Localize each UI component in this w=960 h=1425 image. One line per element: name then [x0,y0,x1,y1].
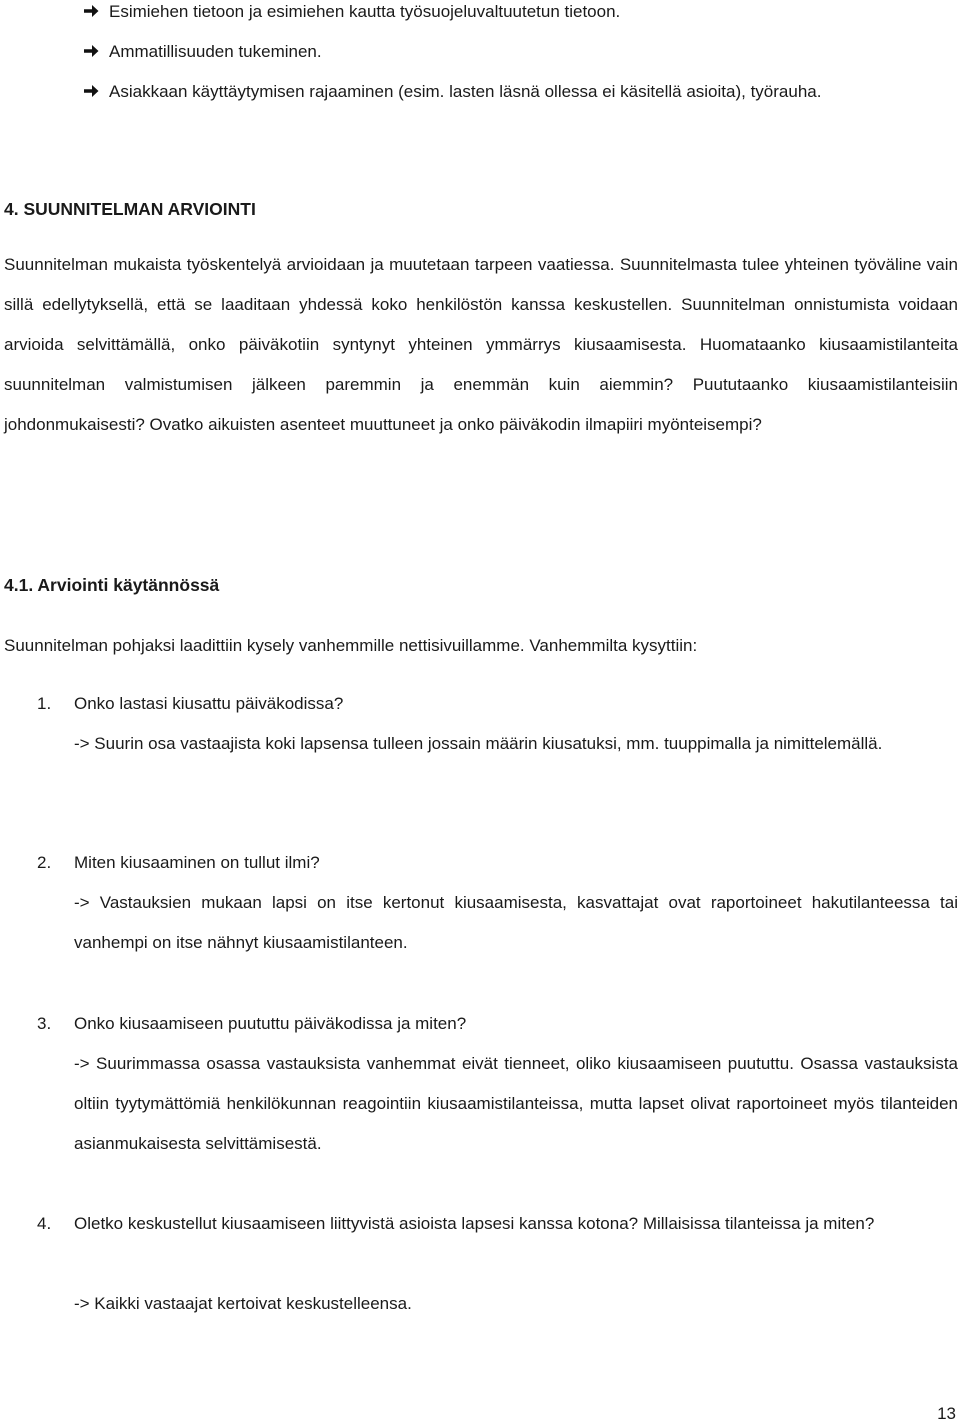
bullet-item [82,80,952,120]
bullet-text: Ammatillisuuden tukeminen. [109,42,322,61]
arrow-right-icon [82,42,100,60]
answer-text: -> Suurin osa vastaajista koki lapsensa tulleen jossain määrin kiusatuksi, mm. tuuppimalla ja nimittelemällä. [74,734,883,753]
page-number: 13 [937,1404,956,1423]
section-heading-4: 4. SUUNNITELMAN ARVIOINTI [4,199,256,219]
question-number: 2. [37,853,52,872]
section-heading-4-1: 4.1. Arviointi käytännössä [4,575,220,595]
answer-text: -> Kaikki vastaajat kertoivat keskustelleensa. [74,1294,412,1313]
question-number: 1. [37,694,52,713]
bullet-item [82,0,952,40]
question-number: 4. [37,1214,52,1233]
question-text: Onko lastasi kiusattu päiväkodissa? [74,694,344,713]
bullet-text: Asiakkaan käyttäytymisen rajaaminen (esim. lasten läsnä ollessa ei käsitellä asioita), työrauha. [109,82,822,101]
section-4-paragraph: Suunnitelman mukaista työskentelyä arvioidaan ja muutetaan tarpeen vaatiessa. Suunnitelmasta tulee yhteinen työväline vain sillä edellytyksellä, että se laaditaan yhdessä koko henkilöstön kanssa keskustellen. Suunnitelman onnistumista voidaan arvioida selvittämällä, onko päiväkotiin syntynyt yhteinen ymmärrys kiusaamisesta. Huomataanko kiusaamistilanteita suunnitelman valmistumisen jälkeen paremmin ja enemmän kuin aiemmin? Puututaanko kiusaamistilanteisiin johdonmukaisesti? Ovatko aikuisten asenteet muuttuneet ja onko päiväkodin ilmapiiri myönteisempi? [4,255,958,434]
bullet-list [82,0,952,120]
question-text: Oletko keskustellut kiusaamiseen liittyvistä asioista lapsesi kanssa kotona? Millaisissa tilanteissa ja miten? [74,1214,875,1233]
question-text: Miten kiusaaminen on tullut ilmi? [74,853,320,872]
question-text: Onko kiusaamiseen puututtu päiväkodissa ja miten? [74,1014,467,1033]
answer-text: -> Suurimmassa osassa vastauksista vanhemmat eivät tienneet, oliko kiusaamiseen puututtu. Osassa vastauksista oltiin tyytymättömiä henkilökunnan reagointiin kiusaamistilanteissa, mutta lapset olivat raportoineet myös tilanteiden asianmukaisesta selvittämisestä. [74,1054,958,1153]
arrow-right-icon [82,82,100,100]
bullet-item [82,40,952,80]
arrow-right-icon [82,2,100,20]
question-number: 3. [37,1014,52,1033]
answer-text: -> Vastauksien mukaan lapsi on itse kertonut kiusaamisesta, kasvattajat ovat raportoineet hakutilanteessa tai vanhempi on itse nähnyt kiusaamistilanteen. [74,893,958,952]
section-4-1-intro: Suunnitelman pohjaksi laadittiin kysely vanhemmille nettisivuillamme. Vanhemmilta kysyttiin: [4,636,698,655]
bullet-text: Esimiehen tietoon ja esimiehen kautta työsuojeluvaltuutetun tietoon. [109,2,621,21]
